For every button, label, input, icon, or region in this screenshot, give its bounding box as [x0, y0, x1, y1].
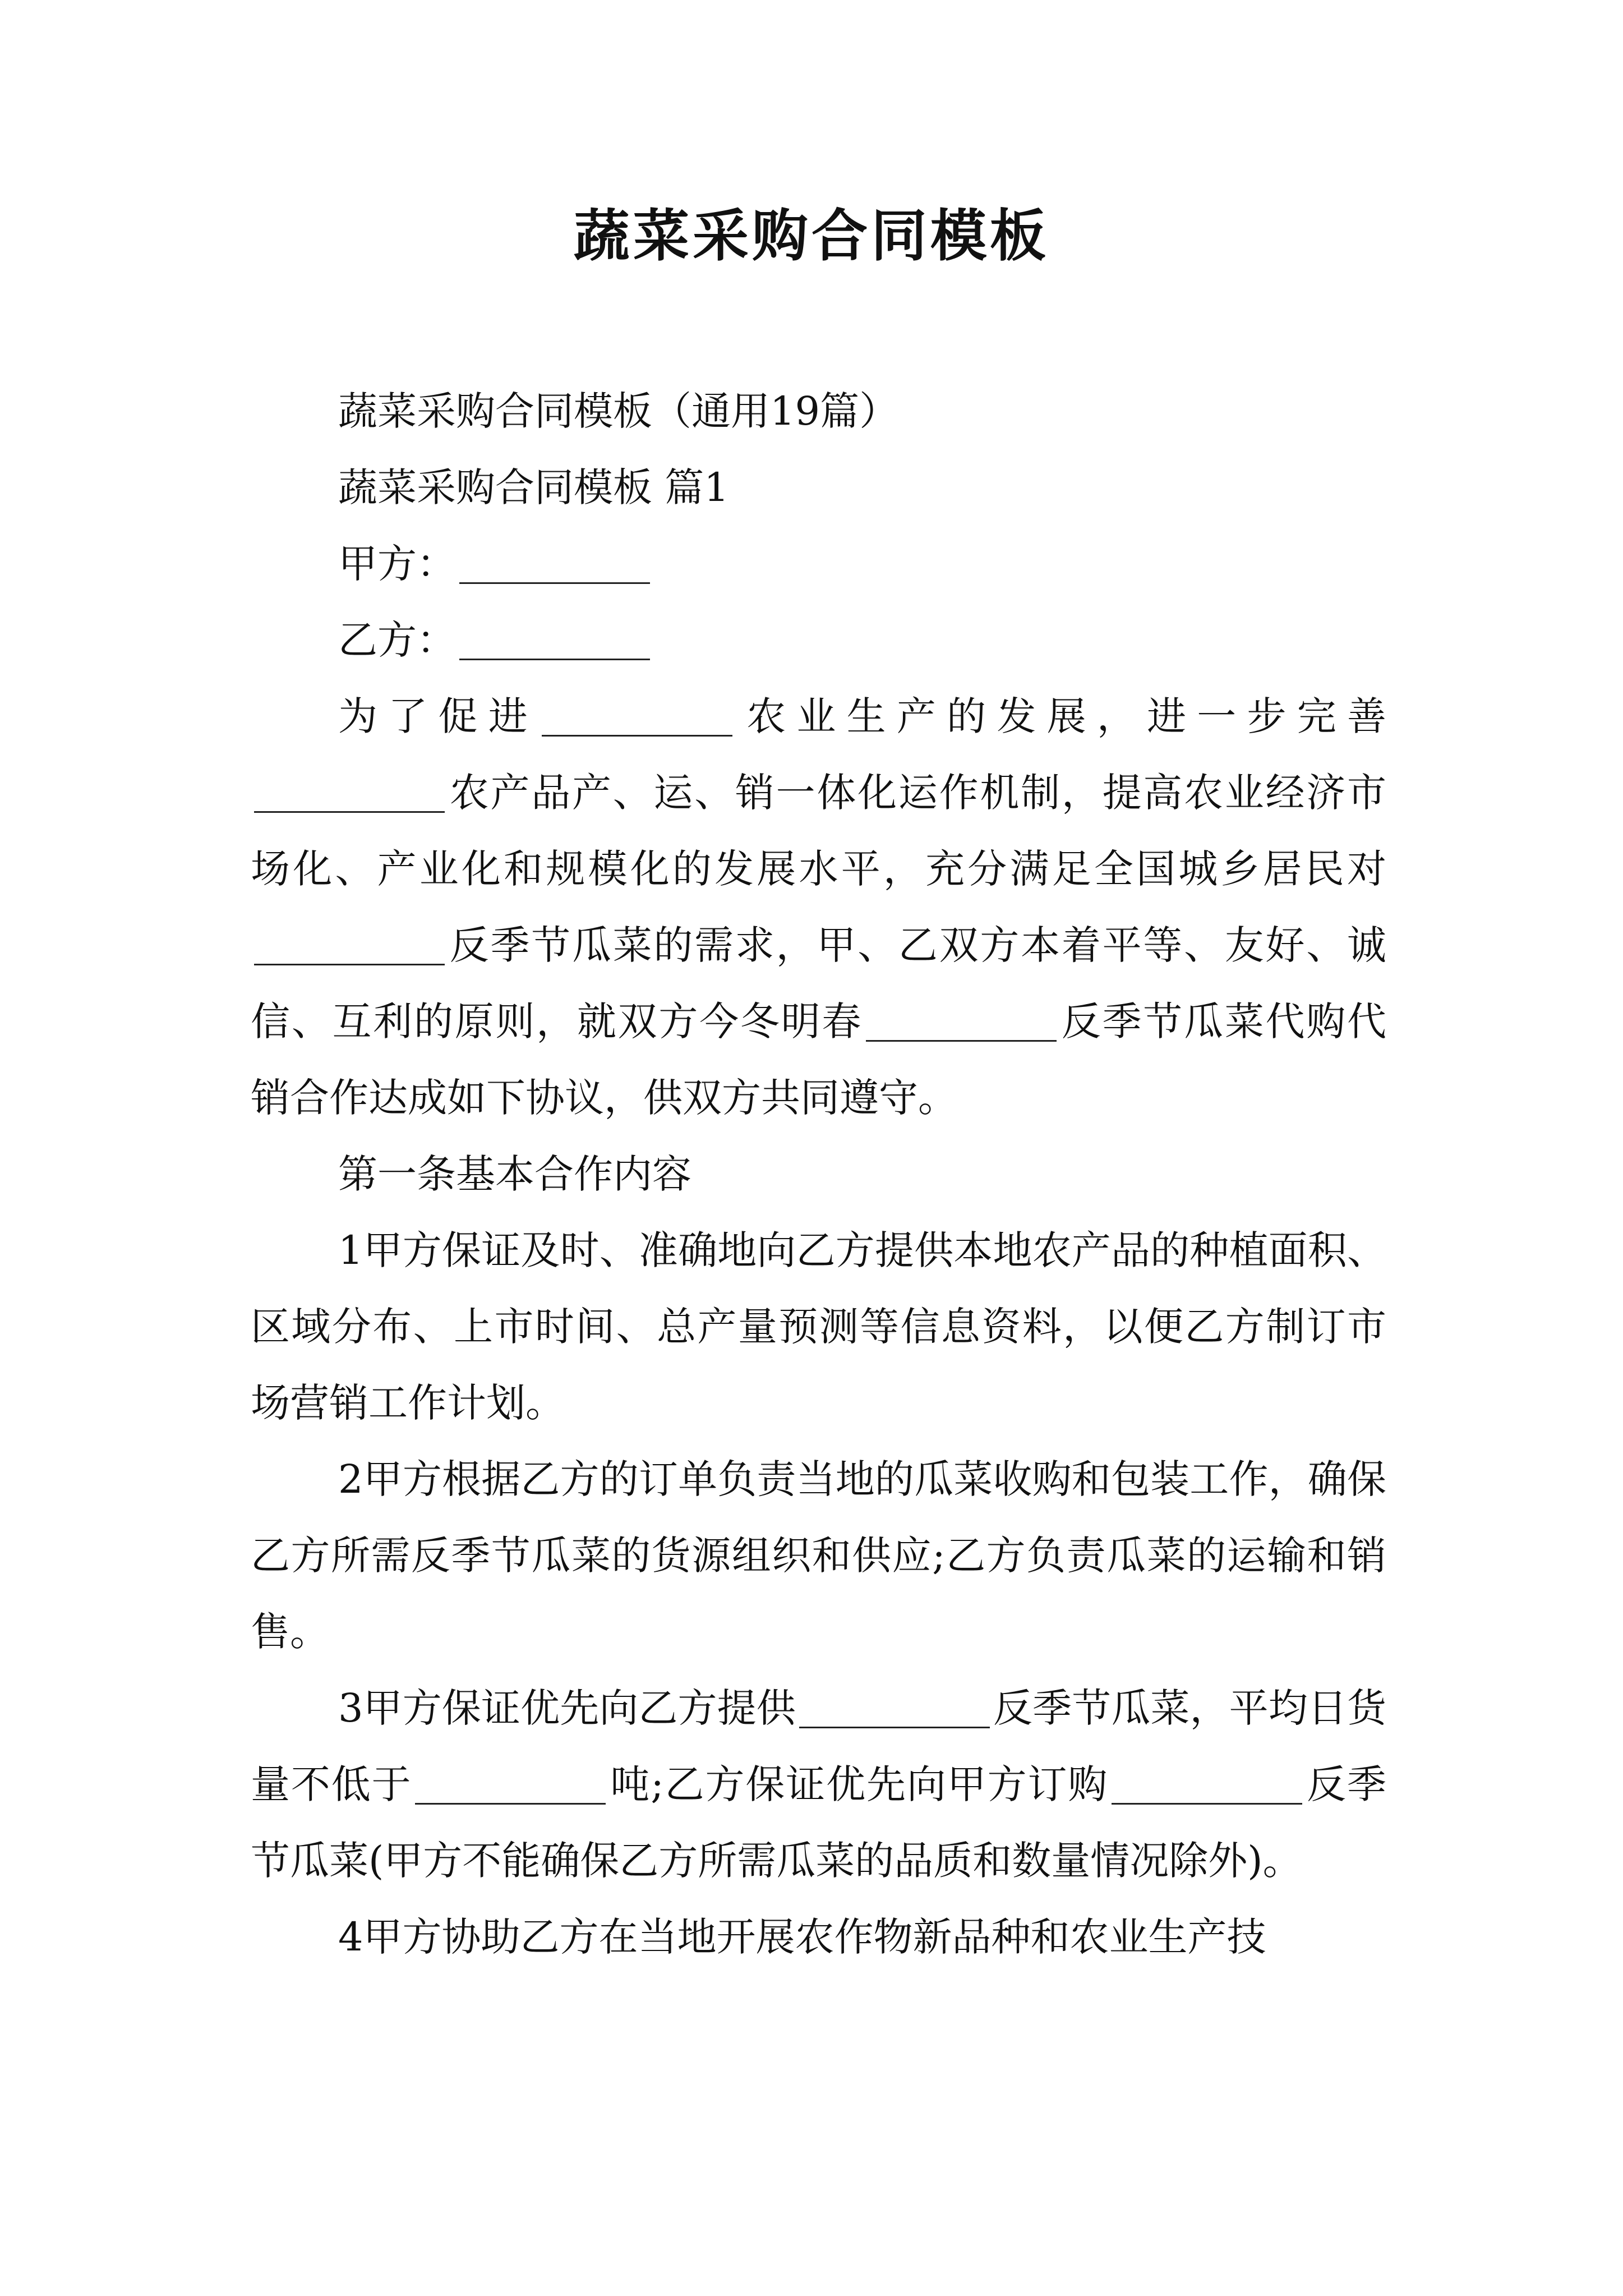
party-a-label: 甲方：	[338, 541, 456, 587]
intro-text-1: 为了促进	[338, 693, 538, 739]
intro-blank-4	[866, 1001, 1057, 1042]
intro-text-5: 反季节瓜菜代购代销合作达成如下协议，供双方共同遵守。	[251, 999, 1387, 1121]
article-1-heading: 第一条基本合作内容	[338, 1151, 691, 1197]
intro-text-4: 反季节瓜菜的需求，甲、乙双方本着平等、友好、诚信、互利的原则，就双方今冬明春	[251, 922, 1386, 1045]
party-a-line	[251, 526, 1386, 602]
party-b-line	[251, 602, 1386, 678]
clause-3-text-3: 吨;乙方保证优先向甲方订购	[609, 1761, 1109, 1807]
clause-2: 2甲方根据乙方的订单负责当地的瓜菜收购和包装工作，确保乙方所需反季节瓜菜的货源组织和供应;乙方负责瓜菜的运输和销售。	[251, 1456, 1386, 1655]
clause-3-text-2: 反季节瓜菜，平均日货量不低于	[251, 1685, 1386, 1807]
document-body	[251, 373, 1386, 1975]
clause-1: 1甲方保证及时、准确地向乙方提供本地农产品的种植面积、区域分布、上市时间、总产量预测等信息资料，以便乙方制订市场营销工作计划。	[251, 1227, 1386, 1426]
clause-3-blank-2	[415, 1764, 606, 1805]
party-a-blank	[459, 543, 650, 584]
clause-3-blank-1	[799, 1687, 990, 1728]
intro-blank-3	[254, 924, 445, 965]
intro-blank-1	[542, 696, 732, 737]
intro-text-2: 农业生产的发展，进一步完善	[735, 693, 1387, 739]
clause-4: 4甲方协助乙方在当地开展农作物新品种和农业生产技	[338, 1914, 1266, 1960]
document-title: 蔬菜采购合同模板	[574, 203, 1049, 269]
intro-blank-2	[254, 772, 445, 813]
clause-3-blank-3	[1112, 1764, 1302, 1805]
intro-text-3: 农产品产、运、销一体化运作机制，提高农业经济市场化、产业化和规模化的发展水平，充分满足全国城乡居民对	[251, 770, 1386, 892]
clause-3	[251, 1670, 1386, 1899]
party-b-label: 乙方：	[338, 617, 456, 663]
subtitle: 蔬菜采购合同模板（通用19篇）	[338, 388, 899, 434]
intro-paragraph	[251, 678, 1386, 1136]
party-b-blank	[459, 619, 650, 660]
clause-3-text-4: 反季节瓜菜(甲方不能确保乙方所需瓜菜的品质和数量情况除外)。	[251, 1761, 1387, 1884]
clause-3-text-1: 3甲方保证优先向乙方提供	[338, 1685, 796, 1731]
section-heading: 蔬菜采购合同模板 篇1	[338, 464, 729, 510]
